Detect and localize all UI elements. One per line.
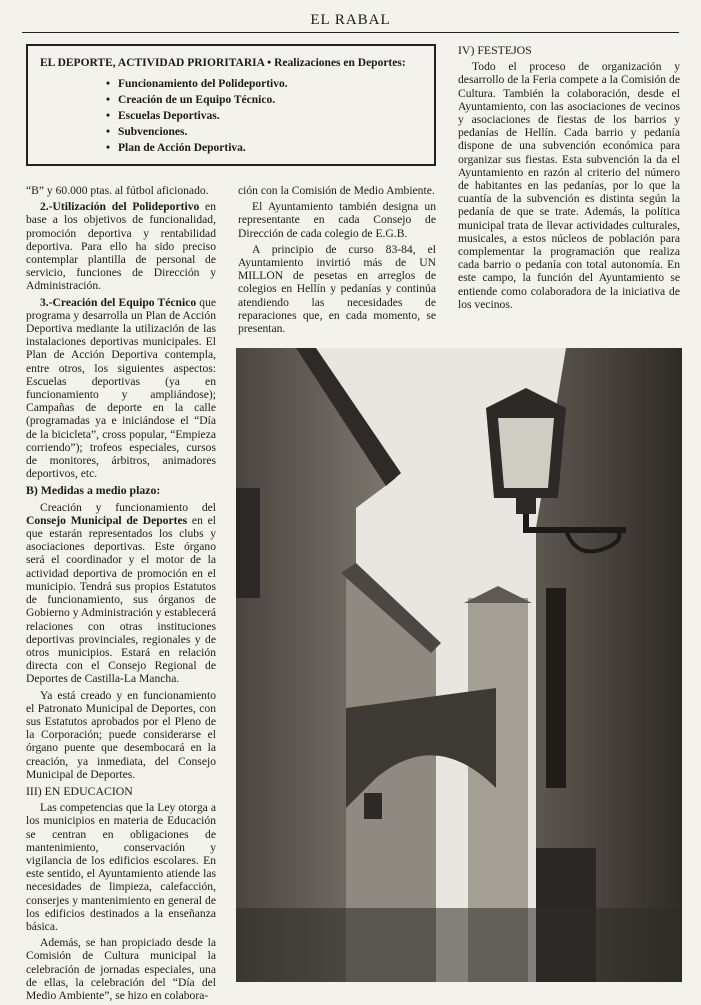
- paragraph: “B” y 60.000 ptas. al fútbol aficionado.: [26, 184, 209, 197]
- lamp-base: [516, 498, 536, 514]
- right-doorway: [546, 588, 566, 788]
- bullet-icon: •: [106, 78, 111, 90]
- paragraph: A principio de curso 83-84, el Ayuntamiento invirtió más de UN MILLON de pesetas en arreglos de colegios en Hellín y pedanías y continúa atendiendo las necesidades de reparaciones que, en cada momento, se presentan.: [238, 242, 436, 336]
- box-list: [40, 76, 426, 156]
- street-photo: [236, 348, 682, 982]
- section-heading: III) EN EDUCACION: [26, 783, 133, 798]
- bullet-icon: •: [106, 94, 111, 106]
- paragraph: ción con la Comisión de Medio Ambiente.: [238, 184, 435, 197]
- list-item: • Plan de Acción Deportiva.: [106, 142, 246, 154]
- lamp-glass: [498, 418, 554, 488]
- section-heading: IV) FESTEJOS: [458, 43, 532, 57]
- sports-summary-box: [26, 44, 436, 166]
- paragraph: Creación y funcionamiento del Consejo Municipal de Deportes en el que estarán representados los clubs y asociaciones deportivas. Este órgano será el coordinador y el motor de la actividad deportiva de promoción en el municipio. Tendrá sus propios Estatutos de funcionamiento, sus órganos de Gobierno y Administración y establecerá relaciones con otras instituciones deportivas provinciales, regionales y de otros municipios. Estará en relación directa con el Consejo Regional de Deportes de Castilla-La Mancha.: [26, 500, 217, 686]
- paragraph: Todo el proceso de organización y desarrollo de la Feria compete a la Comisión de Cultura. También la colaboración, desde el Ayuntamiento, con las asociaciones de vecinos y asociaciones de fiestas de los barrios y pedanías de Hellín. Cada barrio y pedanía dispone de una subvención económica para organizar sus fiestas. Esta subvención la da el Ayuntamiento en razón al criterio del número de habitantes en las pedanías, por lo que la cuantía de la subvención es distinta según la pedanía de que se trate. Además, la política municipal trata de llevar actividades culturales, musicales, a estos núcleos de población para complementar la programación que realiza cada barrio o pedanía con total autonomía. En este campo, la función del Ayuntamiento se entiende como colaboradora de la iniciativa de los vecinos.: [458, 60, 680, 311]
- paragraph: 2.-Utilización del Polideportivo en base a los objetivos de funcionalidad, promoción deportiva y rentabilidad deportiva. Para ello ha sido preciso contemplar plantilla de personal de servicio, funciones de Dirección y Administración.: [26, 200, 217, 293]
- paragraph: Las competencias que la Ley otorga a los municipios en materia de Educación se centran en obligaciones de mantenimiento, conservación y vigilancia de los edificios escolares. En este sentido, el Ayuntamiento atiende las necesidades de limpieza, calefacción, conserjes y mantenimiento en general de los edificios destinados a la enseñanza básica.: [26, 801, 216, 933]
- street-shadow: [236, 908, 682, 982]
- paragraph: 3.-Creación del Equipo Técnico que programa y desarrolla un Plan de Acción Deportiva mediante la utilización de las instalaciones deportivas municipales. El Plan de Acción Deportiva contempla, entre otros, los siguientes aspectos: Escuelas deportivas (ya en funcionamiento y ampliándose); Campañas de deporte en la calle (programadas ya e iniciándose el “Día de la bicicleta”, cross popular, “Empieza corriendo”); trofeos especiales, cursos de monitores, árbitros, animadores deportivos, etc.: [26, 295, 217, 481]
- bullet-icon: •: [106, 110, 111, 122]
- paragraph: Además, se han propiciado desde la Comisión de Cultura municipal la celebración de jornadas especiales, una de ellas, la celebración del “Día del Medio Ambiente”, se hizo en colabora-: [26, 936, 216, 1002]
- paragraph: Ya está creado y en funcionamiento el Patronato Municipal de Deportes, con sus Estatutos aprobados por el Pleno de la Corporación; puede considerarse el órgano puente que desembocará en la creación, ya inmediata, del Consejo Municipal de Deportes.: [26, 688, 216, 781]
- list-item: • Subvenciones.: [106, 126, 188, 138]
- section-heading: B) Medidas a medio plazo:: [26, 483, 161, 498]
- box-heading-bold: EL DEPORTE, ACTIVIDAD PRIORITARIA •: [40, 57, 275, 69]
- page-header: [22, 10, 679, 33]
- paragraph: El Ayuntamiento también designa un representante en cada Consejo de Dirección de cada colegio de E.G.B.: [238, 200, 436, 240]
- list-item: • Funcionamiento del Polideportivo.: [106, 78, 288, 90]
- box-heading-rest: Realizaciones en Deportes:: [274, 57, 406, 69]
- list-item: • Creación de un Equipo Técnico.: [106, 94, 276, 106]
- bullet-icon: •: [106, 126, 111, 138]
- box-heading: [40, 56, 426, 70]
- column-1: [26, 184, 216, 1005]
- list-item: • Escuelas Deportivas.: [106, 110, 220, 122]
- left-window: [236, 488, 260, 598]
- header-title: EL RABAL: [310, 12, 391, 28]
- street-photo-image: [236, 348, 682, 982]
- column-2: [238, 184, 436, 338]
- small-lamp-icon: [364, 793, 382, 819]
- bullet-icon: •: [106, 142, 111, 154]
- column-3: [458, 44, 680, 314]
